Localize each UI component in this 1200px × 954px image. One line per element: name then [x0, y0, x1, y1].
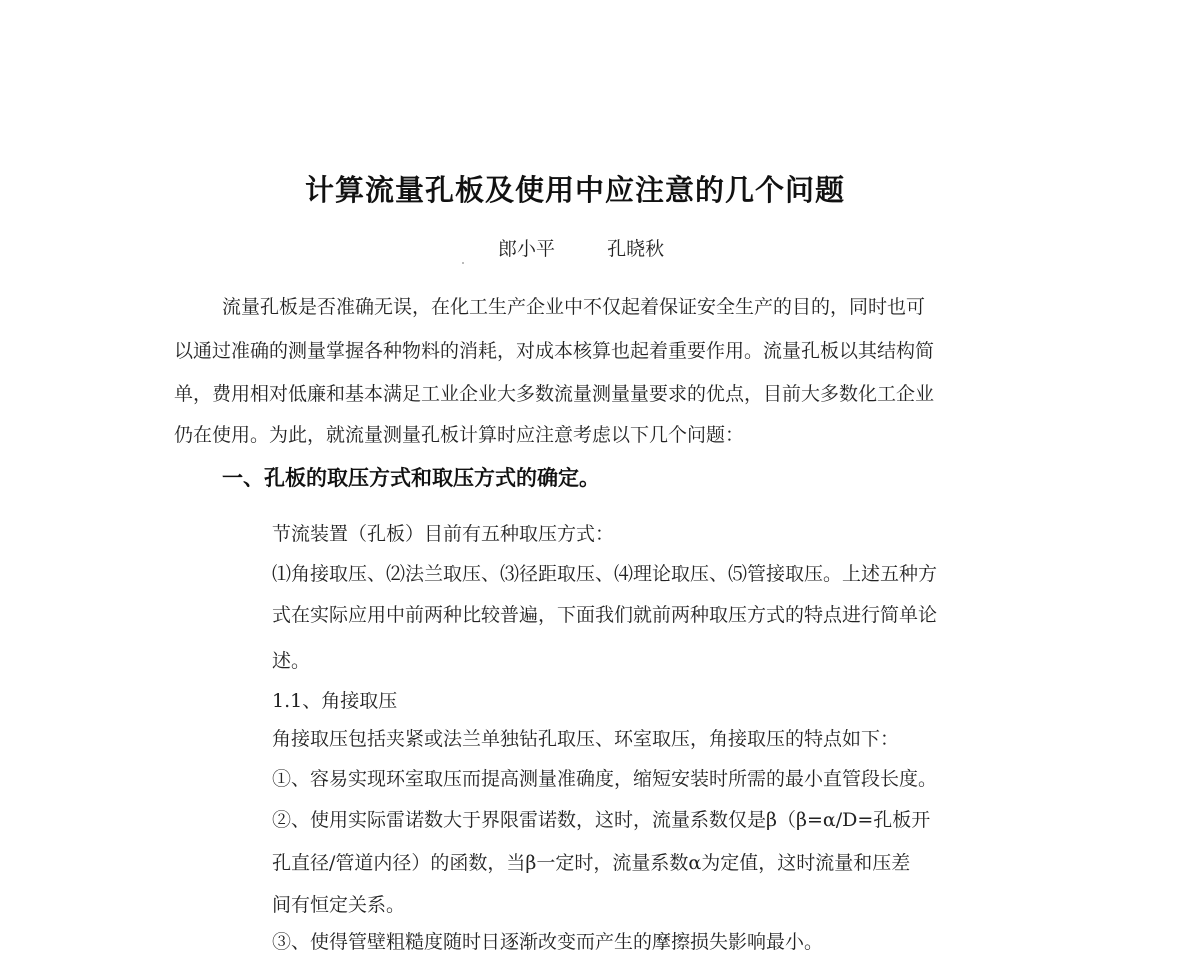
- paper-title: 计算流量孔板及使用中应注意的几个问题: [304, 173, 845, 207]
- section-heading: 一、孔板的取压方式和取压方式的确定。: [222, 466, 600, 490]
- body-line: 节流装置（孔板）目前有五种取压方式：: [272, 523, 615, 545]
- body-line: 孔直径/管道内径）的函数，当β一定时，流量系数α为定值，这时流量和压差: [272, 852, 911, 874]
- author-name: 郎小平: [498, 238, 556, 260]
- list-item: ③、使得管壁粗糙度随时日逐渐改变而产生的摩擦损失影响最小。: [272, 931, 824, 953]
- list-item: ①、容易实现环室取压而提高测量准确度，缩短安装时所需的最小直管段长度。: [272, 768, 938, 790]
- subsection-heading: 1.1、角接取压: [272, 690, 398, 712]
- intro-line: 单，费用相对低廉和基本满足工业企业大多数流量测量量要求的优点，目前大多数化工企业: [174, 383, 935, 405]
- body-line: 角接取压包括夹紧或法兰单独钻孔取压、环室取压，角接取压的特点如下：: [272, 728, 900, 750]
- body-line: 式在实际应用中前两种比较普遍，下面我们就前两种取压方式的特点进行简单论: [272, 604, 938, 626]
- body-line: 述。: [272, 650, 311, 672]
- intro-line: 仍在使用。为此，就流量测量孔板计算时应注意考虑以下几个问题：: [174, 424, 745, 446]
- body-line: 间有恒定关系。: [272, 894, 406, 916]
- author-line: [498, 234, 664, 261]
- scan-speck: [462, 262, 464, 264]
- author-name: 孔晓秋: [607, 238, 665, 260]
- body-line: ⑴角接取压、⑵法兰取压、⑶径距取压、⑷理论取压、⑸管接取压。上述五种方: [272, 563, 938, 585]
- intro-line: 流量孔板是否准确无误，在化工生产企业中不仅起着保证安全生产的目的，同时也可: [222, 296, 926, 318]
- intro-line: 以通过准确的测量掌握各种物料的消耗，对成本核算也起着重要作用。流量孔板以其结构简: [174, 340, 935, 362]
- list-item: ②、使用实际雷诺数大于界限雷诺数，这时，流量系数仅是β（β=α/D=孔板开: [272, 809, 931, 831]
